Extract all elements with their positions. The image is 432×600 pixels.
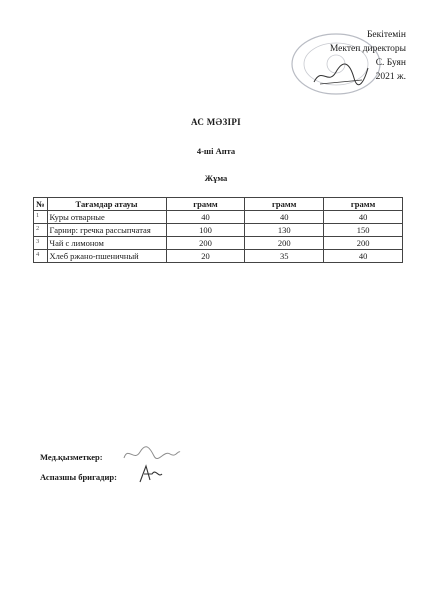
gram-value-1: 40 [166,211,245,224]
dish-name: Гарнир: гречка рассыпчатая [47,224,166,237]
table-row [34,211,403,224]
table-row [34,250,403,263]
nurse-signature-label: Мед.қызметкер: [40,452,103,462]
approval-name: С. Буян [375,58,406,68]
gram-value-1: 100 [166,224,245,237]
header-gram-1: грамм [166,198,245,211]
gram-value-1: 200 [166,237,245,250]
approval-position: Мектеп директоры [329,44,406,54]
gram-value-2: 200 [245,237,324,250]
cook-signature [136,462,166,486]
gram-value-3: 40 [324,211,403,224]
dish-name: Чай с лимоном [47,237,166,250]
gram-value-2: 35 [245,250,324,263]
gram-value-3: 150 [324,224,403,237]
approval-title: Бекітемін [366,30,406,40]
row-number: 4 [34,250,48,263]
menu-title: АС МӘЗІРІ [191,117,241,127]
row-number: 1 [34,211,48,224]
table-header-row [34,198,403,211]
header-gram-2: грамм [245,198,324,211]
gram-value-2: 130 [245,224,324,237]
day-label: Жұма [204,173,228,183]
gram-value-2: 40 [245,211,324,224]
week-label: 4-ші Апта [196,146,236,156]
table-row [34,237,403,250]
approval-year: 2021 ж. [375,72,406,82]
gram-value-3: 200 [324,237,403,250]
director-signature [310,60,370,88]
gram-value-3: 40 [324,250,403,263]
header-gram-3: грамм [324,198,403,211]
dish-name: Хлеб ржано-пшеничный [47,250,166,263]
header-dish-name: Тағамдар атауы [47,198,166,211]
row-number: 3 [34,237,48,250]
header-number: № [34,198,48,211]
cook-signature-label: Аспазшы бригадир: [40,472,117,482]
menu-table [33,197,403,263]
dish-name: Куры отварные [47,211,166,224]
table-row [34,224,403,237]
gram-value-1: 20 [166,250,245,263]
row-number: 2 [34,224,48,237]
